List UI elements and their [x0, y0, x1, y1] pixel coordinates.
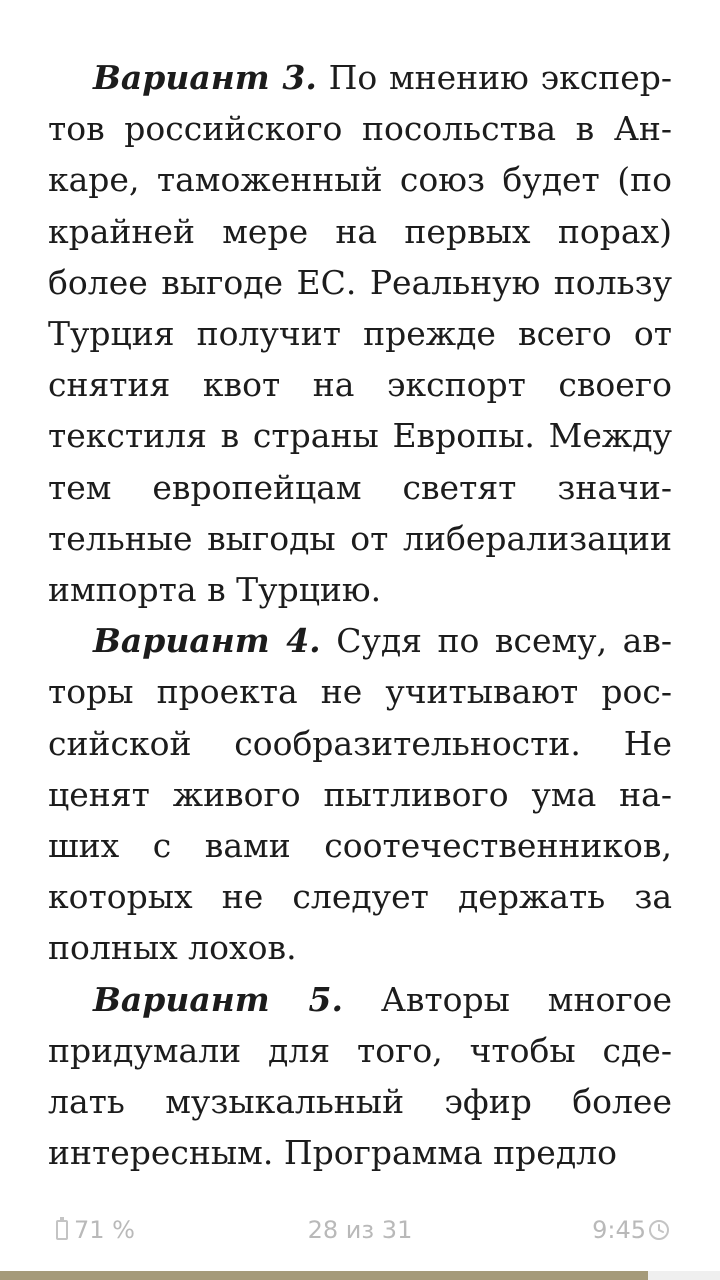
reader-status-bar: [0, 1208, 720, 1254]
clock-status: [592, 1216, 670, 1244]
page-indicator[interactable]: 28 из 31: [307, 1216, 413, 1244]
paragraph-variant-4: [48, 615, 672, 973]
reading-progress-fill: [0, 1271, 648, 1280]
variant-3-lead: Вариант 3.: [93, 58, 317, 97]
variant-5-lead: Вариант 5.: [93, 979, 343, 1019]
battery-level: 71 %: [74, 1216, 135, 1244]
variant-4-lead: Вариант 4.: [93, 621, 321, 661]
variant-4-text: Судя по всему, авторы проекта не учитывают российской сообразительности. Не ценят живого пытливого ума наших с вами соотечественников, которых не следует держать за полных лохов.: [48, 621, 672, 968]
variant-3-text: По мнению экспертов российского посольства в Анкаре, таможенный союз будет (по крайней мере на первых порах) более выгоде ЕС. Реальную пользу Турция получит прежде всего от снятия квот на экспорт своего текстиля в страны Европы. Между тем европейцам светят значительные выгоды от либерализации импорта в Турцию.: [48, 58, 672, 610]
paragraph-variant-5: [48, 974, 672, 1179]
reading-progress-bar[interactable]: [0, 1271, 720, 1280]
variant-5-text: Авторы многое придумали для того, чтобы сделать музыкальный эфир более интересным. Программа предло: [48, 979, 672, 1173]
paragraph-variant-3: [48, 52, 672, 615]
reader-page[interactable]: [48, 52, 672, 1178]
clock-time: 9:45: [592, 1216, 646, 1244]
clock-icon: [648, 1219, 670, 1241]
